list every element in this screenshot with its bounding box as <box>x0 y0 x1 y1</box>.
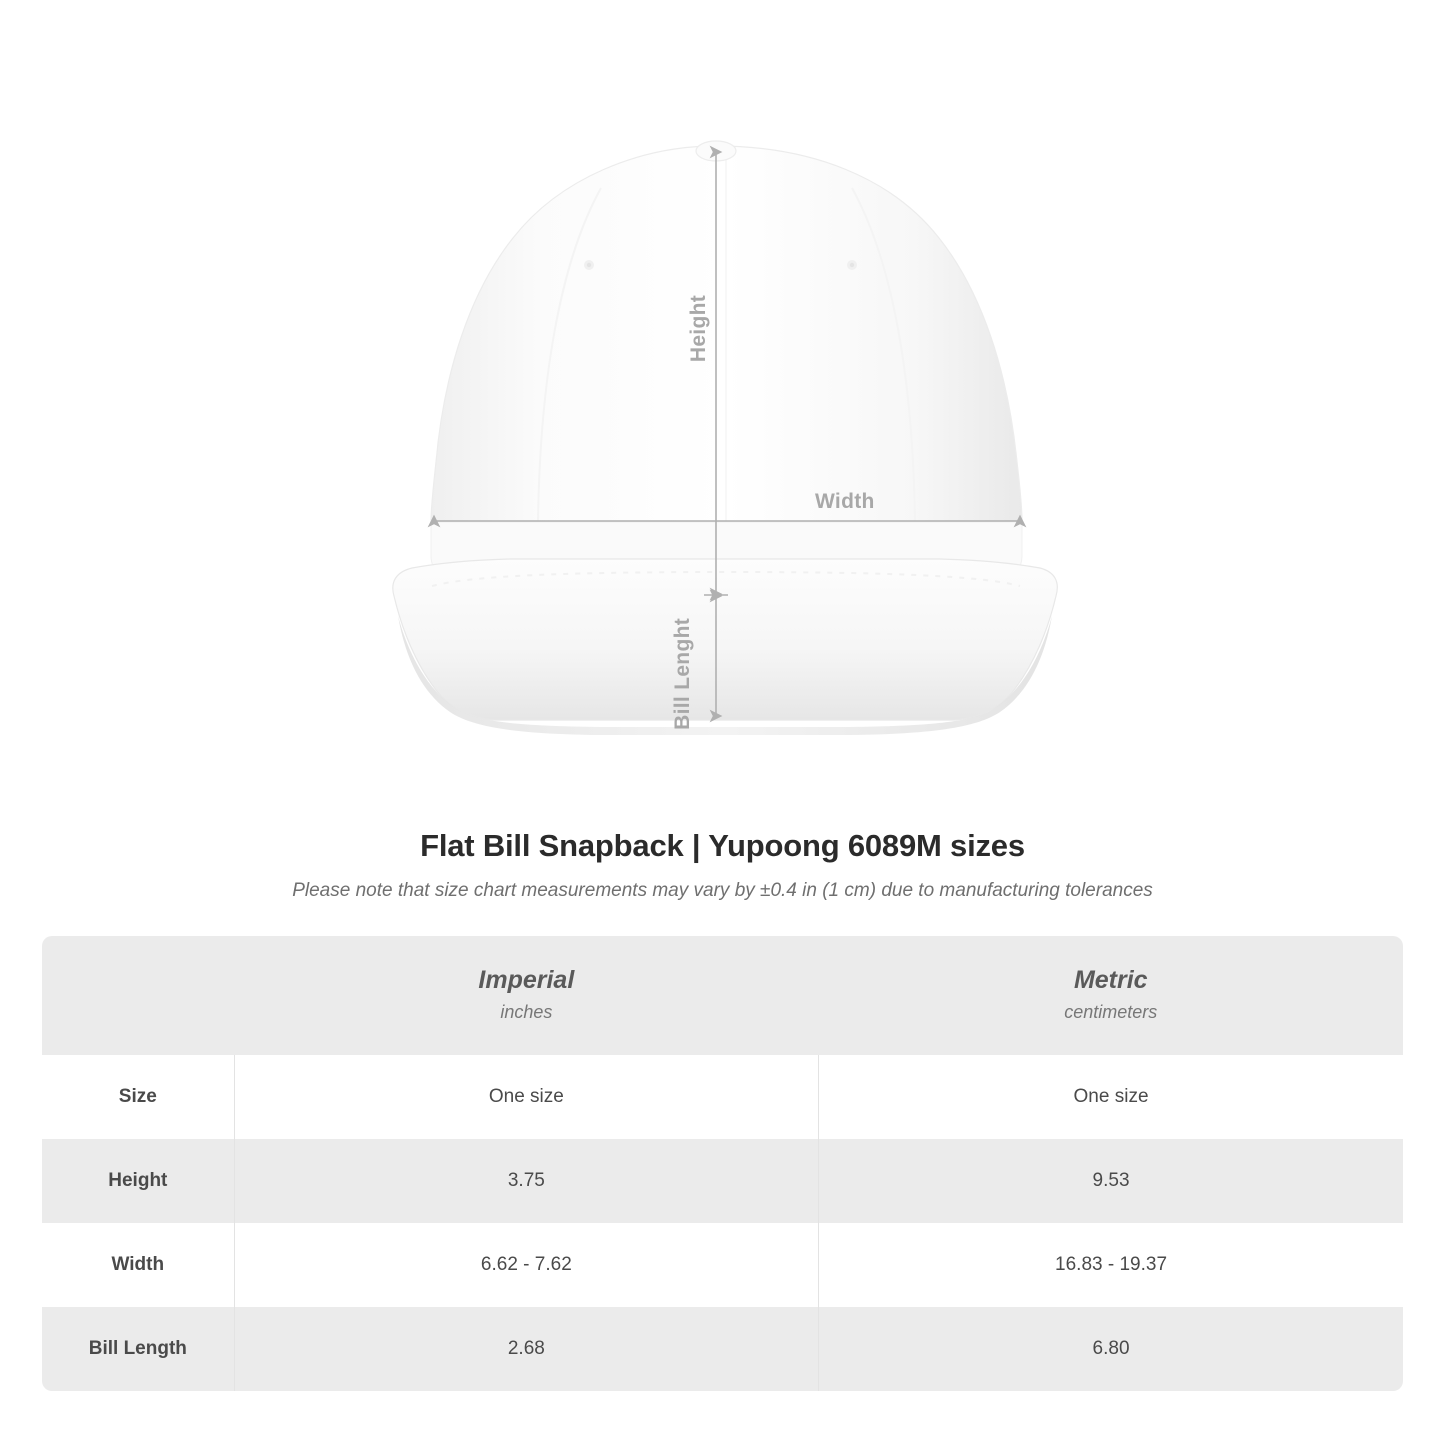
table-header <box>42 936 1403 1055</box>
row-label-bill-length: Bill Length <box>42 1307 234 1391</box>
row-label-width: Width <box>42 1223 234 1307</box>
size-chart-table <box>42 936 1403 1391</box>
cell-height-imperial: 3.75 <box>234 1139 818 1223</box>
table-row <box>42 1307 1403 1391</box>
header-imperial-name: Imperial <box>478 966 575 994</box>
dimension-label-width: Width <box>815 490 875 513</box>
header-metric-name: Metric <box>1073 966 1148 994</box>
bill-length-line-2: Lenght <box>671 618 694 690</box>
cell-bill-length-imperial: 2.68 <box>234 1307 818 1391</box>
dimension-label-height: Height <box>687 295 710 363</box>
table-row <box>42 1055 1403 1139</box>
header-metric <box>819 936 1403 1055</box>
table-body <box>42 1055 1403 1391</box>
header-imperial-sub: inches <box>500 1002 553 1022</box>
table-header-row <box>42 936 1403 1055</box>
table-row <box>42 1139 1403 1223</box>
bill-length-line-1: Bill <box>671 695 694 730</box>
cell-height-metric: 9.53 <box>819 1139 1403 1223</box>
size-table-wrapper <box>42 936 1403 1391</box>
row-label-size: Size <box>42 1055 234 1139</box>
cell-size-metric: One size <box>1073 1086 1149 1107</box>
title-block <box>0 828 1445 902</box>
tolerance-note: Please note that size chart measurements may vary by ±0.4 in (1 cm) due to manufacturing tolerances <box>292 880 1153 901</box>
cell-width-imperial: 6.62 - 7.62 <box>234 1223 818 1307</box>
header-empty-cell <box>42 936 234 1055</box>
cell-width-metric: 16.83 - 19.37 <box>1055 1254 1168 1275</box>
dimension-label-bill-length <box>672 618 694 730</box>
page-title: Flat Bill Snapback | Yupoong 6089M sizes <box>420 828 1025 863</box>
row-label-height: Height <box>42 1139 234 1223</box>
table-row <box>42 1223 1403 1307</box>
cell-bill-length-metric: 6.80 <box>819 1307 1403 1391</box>
header-imperial <box>234 936 818 1055</box>
header-metric-sub: centimeters <box>1064 1002 1158 1022</box>
cell-size-imperial: One size <box>234 1055 818 1139</box>
